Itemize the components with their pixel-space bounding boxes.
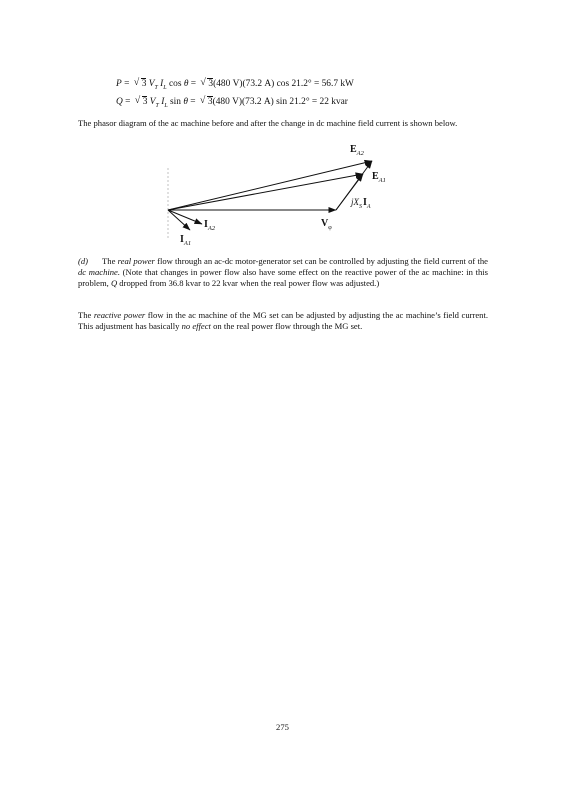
paragraph-reactive-power: The reactive power flow in the ac machine of the MG set can be adjusted by adjusting the ac machine’s field current. This adjustment has basically no effect on the real power flow through the MG set.	[78, 310, 488, 332]
label-ea1: $E_{A1}$	[372, 171, 386, 184]
paragraph-part-d: (d) The real power flow through an ac-dc motor-generator set can be controlled by adjusting the field current of the dc machine. (Note that changes in power flow also have some effect on the reactive power of the ac machine: in this problem, Q dropped from 36.8 kvar to 22 kvar when the real power flow was adjusted.)	[78, 256, 488, 289]
label-ea2: $E_{A2}$	[350, 144, 364, 157]
ia1-phasor	[168, 210, 190, 230]
label-jxs-ia: $jX_SI_A$	[351, 197, 371, 210]
ea1-phasor	[168, 174, 363, 210]
ia2-phasor	[168, 210, 202, 224]
label-ia2: $I_{A2}$	[204, 219, 216, 232]
page-number: 275	[276, 722, 289, 732]
label-v-phi: $V_\varphi$	[321, 218, 332, 231]
part-label-d: (d)	[78, 256, 89, 266]
intro-paragraph: The phasor diagram of the ac machine before and after the change in dc machine field current is shown below.	[78, 118, 458, 128]
equation-real-power: P = √ 3 $V_T$ $I_L$ cos θ = √ 3(480 V)(73.2 A) cos 21.2° = 56.7 kW	[116, 78, 354, 94]
equation-reactive-power: Q = √ 3 $V_T$ $I_L$ sin θ = √ 3(480 V)(73.2 A) sin 21.2° = 22 kvar	[116, 96, 348, 112]
phasor-diagram	[150, 138, 410, 250]
label-ia1: $I_{A1}$	[180, 234, 192, 247]
